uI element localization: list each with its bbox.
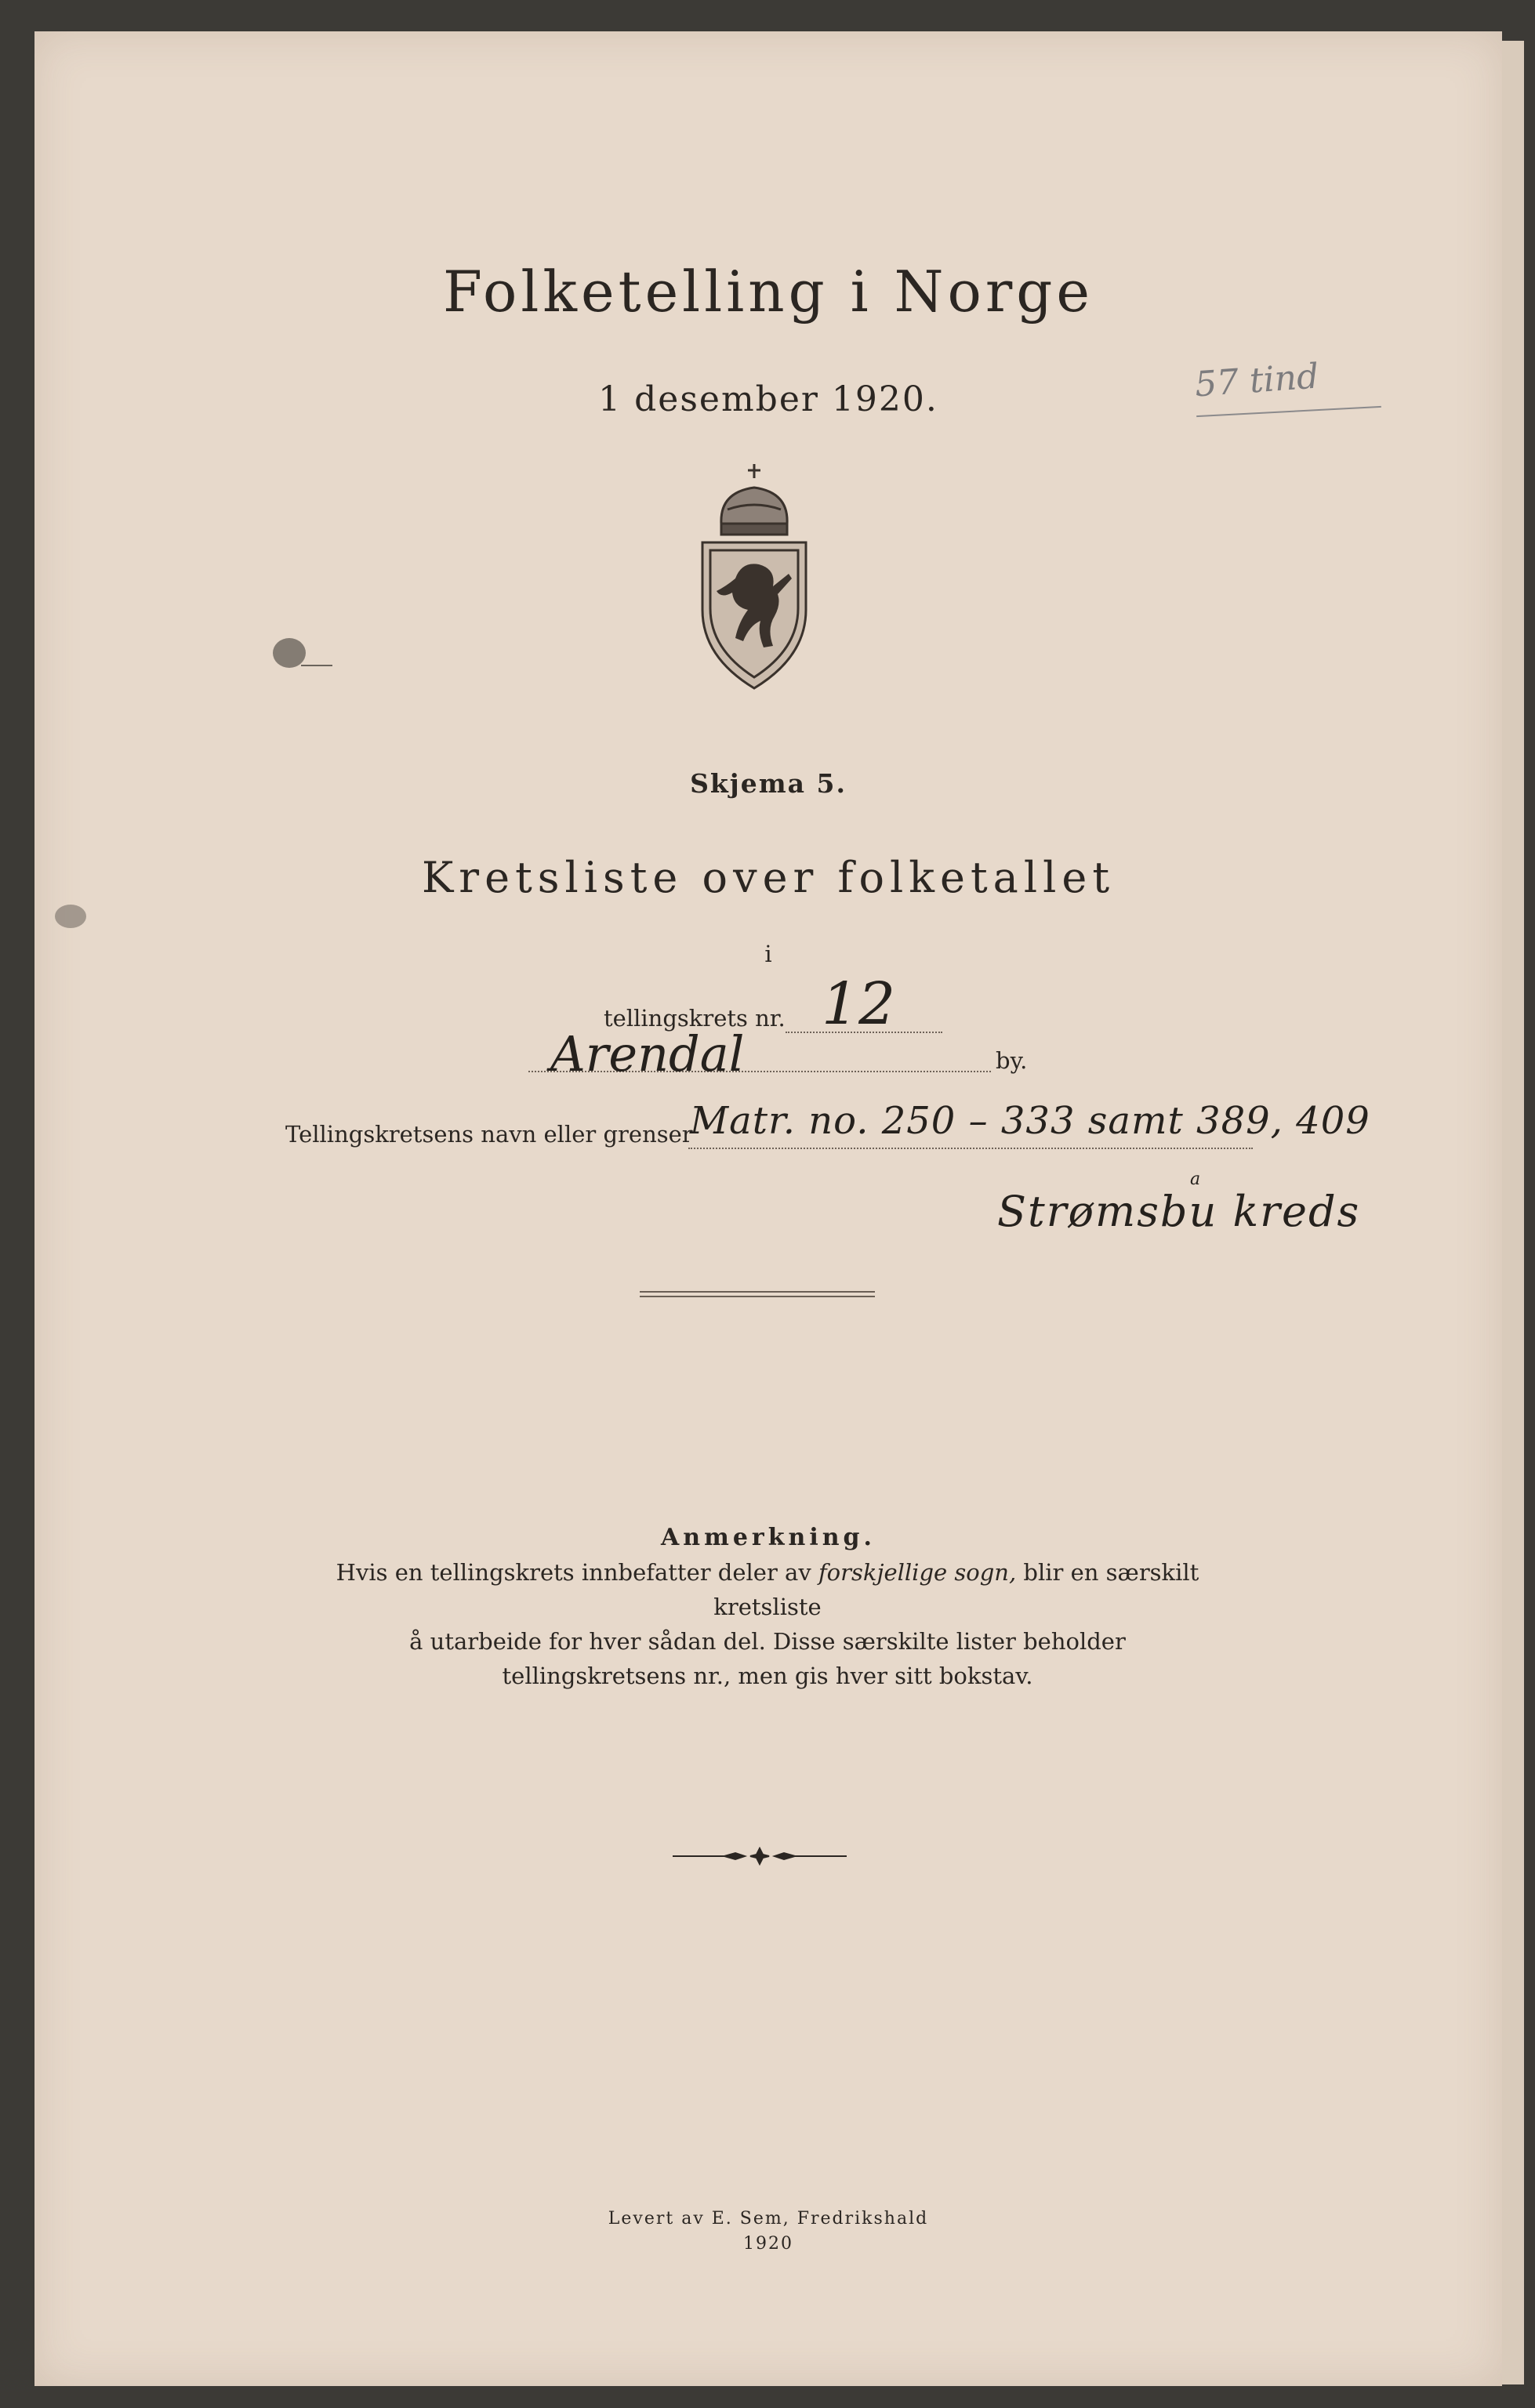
ink-blot [55, 905, 86, 928]
preposition-i: i [764, 941, 772, 967]
census-date: 1 desember 1920. [598, 379, 938, 419]
remark-text [301, 1555, 1234, 1693]
census-form-page [34, 31, 1502, 2386]
printer-credit: Levert av E. Sem, Fredrikshald [608, 2209, 929, 2228]
boundaries-handwritten-line1: Matr. no. 250 – 333 samt 389, 409 [690, 1099, 1370, 1143]
district-number-handwritten: 12 [822, 970, 896, 1038]
boundaries-handwritten-insert: a [1190, 1170, 1201, 1189]
boundaries-handwritten-line2: Strømsbu kreds [997, 1187, 1361, 1236]
remark-line-3: tellingskretsens nr., men gis hver sitt bokstav. [502, 1663, 1033, 1689]
norwegian-coat-of-arms-icon [698, 461, 811, 693]
separator-rule [640, 1296, 875, 1297]
ornament-divider-icon [670, 1847, 850, 1866]
boundaries-line [688, 1148, 1253, 1149]
remark-line-2: å utarbeide for hver sådan del. Disse særskilte lister beholder [409, 1628, 1126, 1655]
town-name-handwritten: Arendal [550, 1025, 745, 1083]
ink-blot [273, 638, 306, 668]
ink-stroke [301, 665, 332, 666]
remark-line-1: Hvis en tellingskrets innbefatter deler av forskjellige sogn, blir en særskilt kretsliste [336, 1559, 1199, 1620]
pencil-annotation: 57 tind [1193, 356, 1320, 405]
separator-rule [640, 1291, 875, 1293]
boundaries-label: Tellingskretsens navn eller grenser [285, 1121, 693, 1148]
town-suffix: by. [996, 1047, 1028, 1074]
printer-year: 1920 [743, 2234, 793, 2254]
remark-heading: Anmerkning. [661, 1524, 876, 1551]
district-label: tellingskrets nr. [604, 1005, 786, 1032]
schema-number: Skjema 5. [690, 768, 847, 799]
list-title: Kretsliste over folketallet [421, 853, 1116, 902]
document-title: Folketelling i Norge [443, 259, 1094, 325]
page-edge [1502, 41, 1524, 2384]
